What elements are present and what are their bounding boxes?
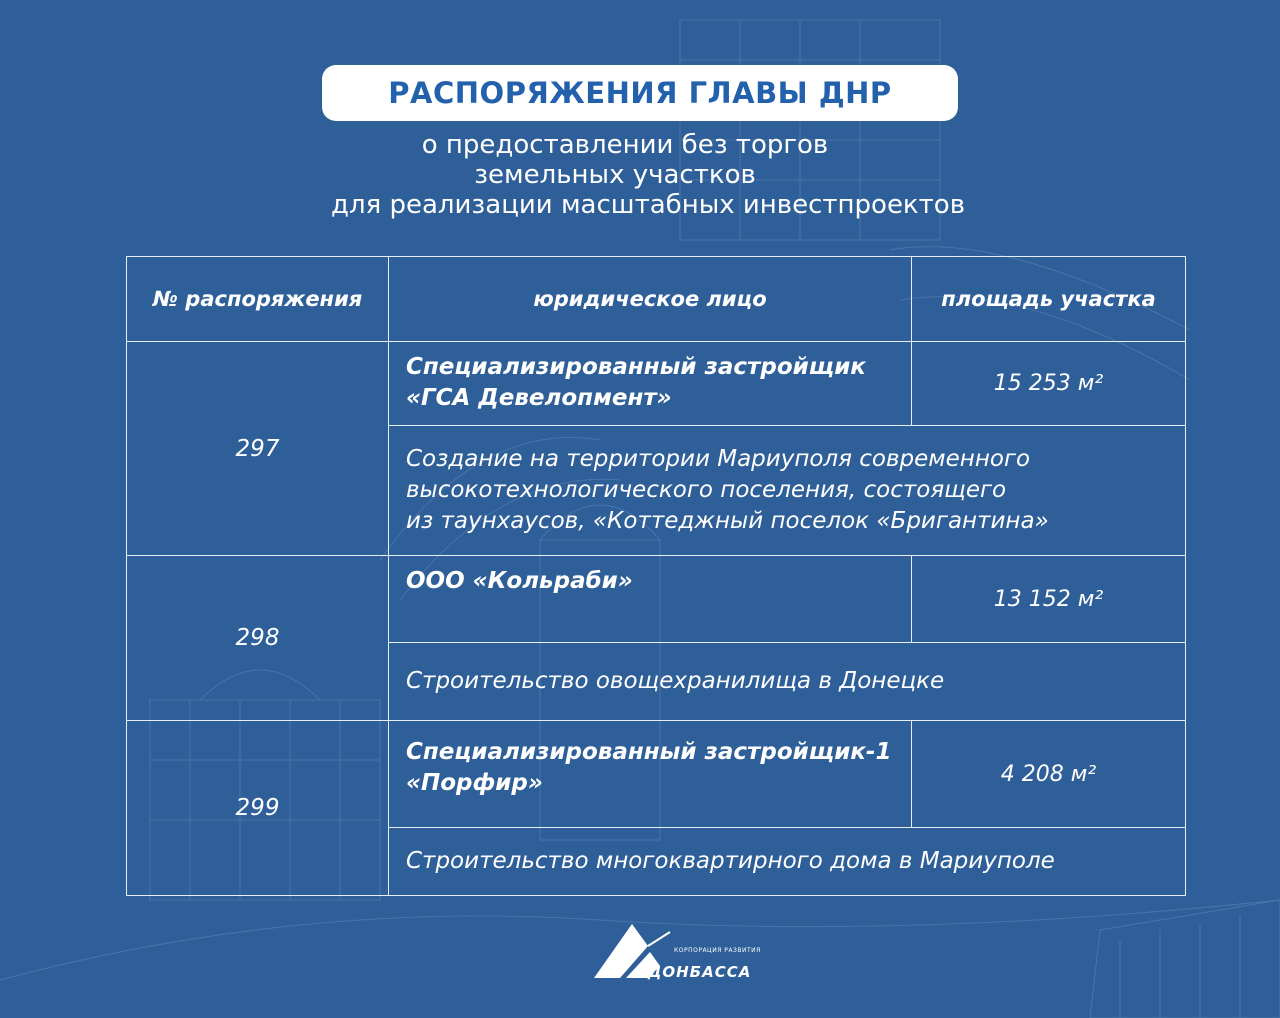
description-line: Строительство многоквартирного дома в Мариуполе: [406, 848, 1055, 874]
subtitle-line: земельных участков: [474, 160, 756, 190]
description-line: высокотехнологического поселения, состоящего: [406, 477, 1007, 503]
logo-name: ДОНБАССА: [648, 963, 752, 981]
description-line: из таунхаусов, «Коттеджный поселок «Бригантина»: [406, 508, 1049, 534]
area-value: 13 152 м²: [911, 555, 1186, 643]
entity-cell: [388, 555, 912, 643]
header-entity: юридическое лицо: [388, 256, 912, 342]
entity-name-line: «ГСА Девелопмент»: [406, 385, 672, 411]
entity-cell: [388, 720, 912, 828]
order-number: 299: [126, 720, 389, 896]
header-number: № распоряжения: [126, 256, 389, 342]
area-value: 4 208 м²: [911, 720, 1186, 828]
description-cell: [388, 827, 1186, 896]
logo-subtitle: КОРПОРАЦИЯ РАЗВИТИЯ: [674, 947, 761, 954]
entity-name-line: Специализированный застройщик-1: [406, 739, 892, 765]
subtitle-line: для реализации масштабных инвестпроектов: [330, 190, 966, 220]
orders-table: [126, 256, 1186, 896]
description-line: Создание на территории Мариуполя современного: [406, 446, 1031, 472]
title-banner: [322, 65, 958, 121]
description-cell: [388, 642, 1186, 721]
subtitle: [0, 130, 1280, 220]
order-number: 298: [126, 555, 389, 721]
area-value: 15 253 м²: [911, 341, 1186, 426]
order-number: 297: [126, 341, 389, 556]
entity-name-line: Специализированный застройщик: [406, 354, 866, 380]
entity-cell: [388, 341, 912, 426]
entity-name-line: «Порфир»: [406, 770, 543, 796]
description-line: Строительство овощехранилища в Донецке: [406, 668, 945, 694]
header-area: площадь участка: [911, 256, 1186, 342]
subtitle-line: о предоставлении без торгов: [421, 130, 829, 160]
description-cell: [388, 425, 1186, 556]
entity-name-line: ООО «Кольраби»: [406, 568, 633, 594]
page-title: РАСПОРЯЖЕНИЯ ГЛАВЫ ДНР: [388, 76, 892, 110]
